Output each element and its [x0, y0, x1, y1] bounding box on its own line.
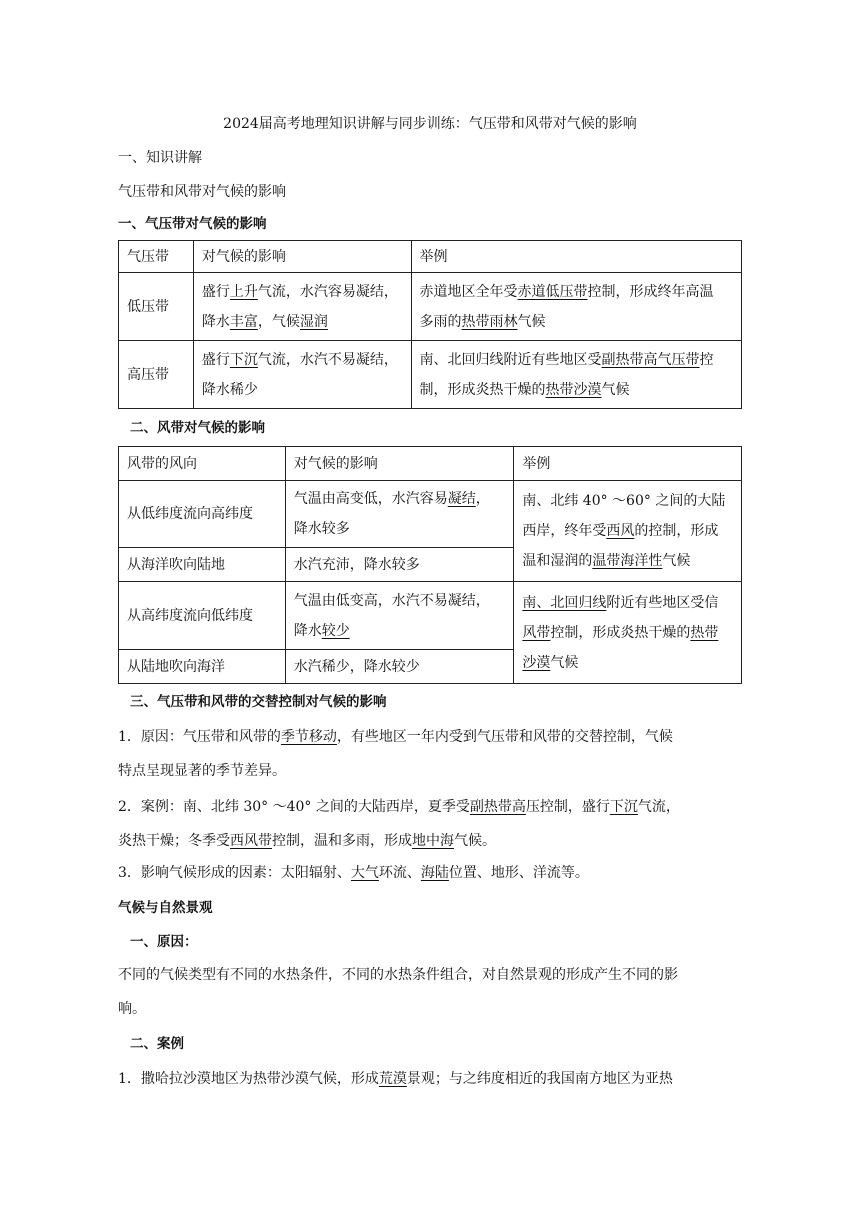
heading-alternating-control: 三、气压带和风带的交替控制对气候的影响 — [130, 694, 387, 710]
table-header: 举例 — [514, 447, 742, 481]
heading-cause: 一、原因： — [130, 934, 198, 950]
table-cell: 气温由高变低，水汽容易凝结， 降水较多 — [285, 481, 514, 548]
section-heading: 一、知识讲解 — [118, 150, 202, 166]
table-header: 对气候的影响 — [193, 241, 411, 273]
table-header: 对气候的影响 — [285, 447, 514, 481]
table-cell: 南、北回归线附近有些地区受信 风带控制，形成炎热干燥的热带 沙漠气候 — [514, 582, 742, 684]
heading-case: 二、案例 — [130, 1036, 184, 1052]
table-row — [119, 582, 742, 650]
paragraph-case: 2．案例：南、北纬 30° ～40° 之间的大陆西岸，夏季受副热带高压控制，盛行下沉气流， 炎热干燥；冬季受西风带控制，温和多雨，形成地中海气候。 — [118, 799, 680, 849]
table-cell: 从海洋吹向陆地 — [119, 548, 286, 582]
table-row — [119, 273, 742, 341]
table-cell: 从高纬度流向低纬度 — [119, 582, 286, 650]
table-cell: 从低纬度流向高纬度 — [119, 481, 286, 548]
table-cell: 气温由低变高，水汽不易凝结， 降水较少 — [285, 582, 514, 650]
table-cell: 水汽充沛，降水较多 — [285, 548, 514, 582]
heading-pressure-belts: 一、气压带对气候的影响 — [118, 216, 267, 232]
table-header: 气压带 — [119, 241, 194, 273]
subtitle-climate-landscape: 气候与自然景观 — [118, 900, 213, 916]
table-header: 风带的风向 — [119, 447, 286, 481]
paragraph-factors: 3．影响气候形成的因素：太阳辐射、大气环流、海陆位置、地形、洋流等。 — [118, 865, 589, 881]
pressure-belt-table — [118, 240, 742, 409]
wind-belt-table — [118, 446, 742, 684]
table-cell: 水汽稀少，降水较少 — [285, 650, 514, 684]
table-cell: 高压带 — [119, 341, 194, 409]
table-row — [119, 481, 742, 548]
table-cell: 低压带 — [119, 273, 194, 341]
table-cell: 盛行上升气流，水汽容易凝结， 降水丰富，气候湿润 — [193, 273, 411, 341]
table-header: 举例 — [411, 241, 741, 273]
page-title: 2024届高考地理知识讲解与同步训练：气压带和风带对气候的影响 — [223, 116, 637, 132]
table-header-row — [119, 447, 742, 481]
table-row — [119, 341, 742, 409]
table-cell: 南、北纬 40° ～60° 之间的大陆 西岸，终年受西风的控制，形成 温和湿润的温带海洋性气候 — [514, 481, 742, 582]
table-cell: 盛行下沉气流，水汽不易凝结， 降水稀少 — [193, 341, 411, 409]
paragraph-landscape-cause: 不同的气候类型有不同的水热条件，不同的水热条件组合，对自然景观的形成产生不同的影 响。 — [118, 967, 678, 1017]
subtitle: 气压带和风带对气候的影响 — [118, 184, 286, 200]
heading-wind-belts: 二、风带对气候的影响 — [130, 420, 265, 436]
table-cell: 南、北回归线附近有些地区受副热带高气压带控 制，形成炎热干燥的热带沙漠气候 — [411, 341, 741, 409]
table-cell: 赤道地区全年受赤道低压带控制，形成终年高温 多雨的热带雨林气候 — [411, 273, 741, 341]
paragraph-cause: 1．原因：气压带和风带的季节移动，有些地区一年内受到气压带和风带的交替控制，气候 特点呈现显著的季节差异。 — [118, 729, 673, 779]
table-header-row — [119, 241, 742, 273]
paragraph-sahara: 1．撒哈拉沙漠地区为热带沙漠气候，形成荒漠景观；与之纬度相近的我国南方地区为亚热 — [118, 1071, 673, 1087]
table-cell: 从陆地吹向海洋 — [119, 650, 286, 684]
